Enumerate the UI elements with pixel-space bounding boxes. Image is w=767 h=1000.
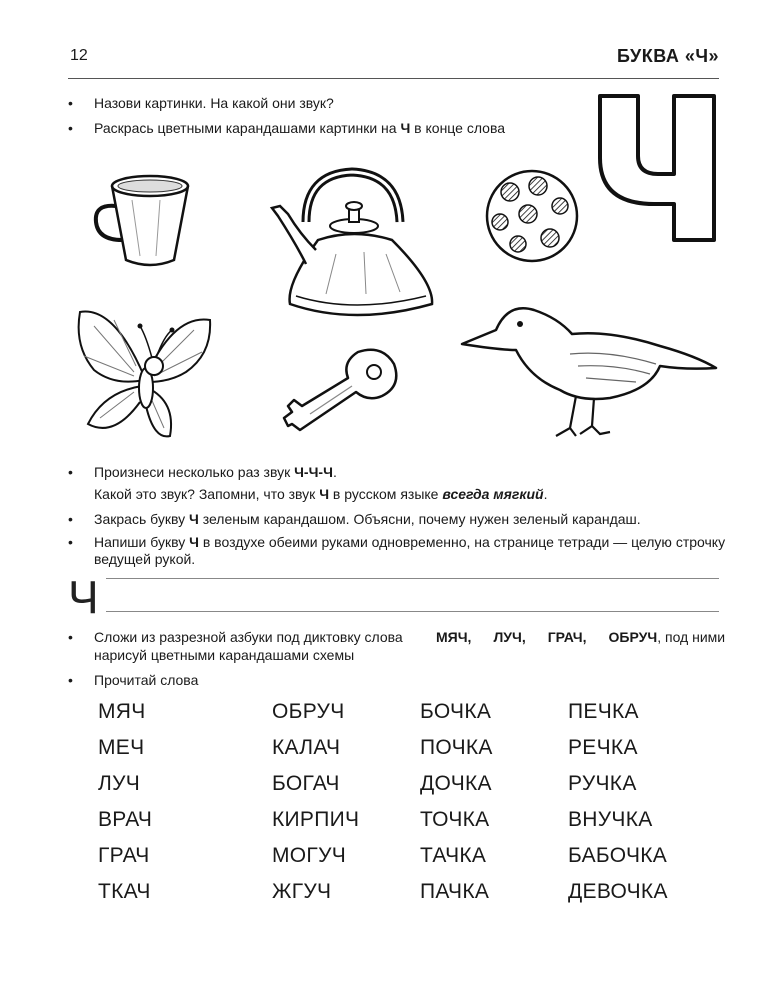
writing-sample-letter: Ч — [68, 571, 99, 623]
bullet-color-letter: • Закрась букву Ч зеленым карандашом. Объясни, почему нужен зеленый карандаш. — [68, 511, 641, 527]
word-column-2 — [272, 694, 359, 910]
bullet-write-letter: • Напиши букву Ч в воздухе обеими руками одновременно, на странице тетради — целую строчку — [68, 534, 726, 550]
word: ТАЧКА — [420, 844, 487, 867]
crow-picture — [460, 294, 720, 440]
word: БОЧКА — [420, 700, 492, 723]
bullet-color-pictures: • Раскрась цветными карандашами картинки на Ч в конце слова — [68, 120, 506, 136]
word-column-1 — [98, 694, 152, 910]
word: ДОЧКА — [420, 772, 492, 795]
word: ВРАЧ — [98, 808, 153, 831]
word: ТОЧКА — [420, 808, 490, 831]
word: ЛУЧ — [98, 772, 141, 795]
sound-explanation: Какой это звук? Запомни, что звук Ч в русском языке всегда мягкий. — [94, 486, 548, 502]
word: ОБРУЧ — [272, 700, 345, 723]
word: РУЧКА — [568, 772, 637, 795]
word: МОГУЧ — [272, 844, 347, 867]
word: ГРАЧ — [98, 844, 150, 867]
write-task-continuation: ведущей рукой. — [94, 551, 196, 567]
word-column-4 — [568, 694, 668, 910]
word: ПАЧКА — [420, 880, 490, 903]
word: ЖГУЧ — [272, 880, 332, 903]
bullet-name-pictures: • Назови картинки. На какой они звук? — [68, 95, 334, 111]
word: ВНУЧКА — [568, 808, 653, 831]
header-divider — [68, 78, 719, 79]
dictation-continuation: нарисуй цветными карандашами схемы — [94, 647, 355, 663]
word-column-3 — [420, 694, 493, 910]
word: РЕЧКА — [568, 736, 638, 759]
word: КИРПИЧ — [272, 808, 360, 831]
kettle-picture — [266, 164, 438, 328]
word: ПОЧКА — [420, 736, 493, 759]
key-picture — [282, 344, 402, 436]
cup-picture — [90, 170, 200, 272]
bullet-pronounce-sound: • Произнеси несколько раз звук Ч-Ч-Ч. — [68, 464, 337, 480]
word: ПЕЧКА — [568, 700, 639, 723]
word: ТКАЧ — [98, 880, 151, 903]
word: БАБОЧКА — [568, 844, 668, 867]
writing-line-bottom — [106, 611, 719, 612]
butterfly-picture — [74, 306, 214, 444]
word: МЯЧ — [98, 700, 146, 723]
word: ДЕВОЧКА — [568, 880, 668, 903]
page-title: БУКВА «Ч» — [617, 46, 719, 66]
bullet-dictation: • Сложи из разрезной азбуки под диктовку слова — [68, 629, 403, 645]
word: БОГАЧ — [272, 772, 340, 795]
word: МЕЧ — [98, 736, 145, 759]
writing-line-top — [106, 578, 719, 579]
dictation-words: МЯЧ, ЛУЧ, ГРАЧ, ОБРУЧ, под ними — [436, 629, 726, 645]
big-letter-ch-outline — [596, 92, 718, 244]
bullet-read-words: • Прочитай слова — [68, 672, 199, 688]
page-number: 12 — [70, 47, 88, 64]
word: КАЛАЧ — [272, 736, 341, 759]
ball-picture — [484, 168, 580, 264]
